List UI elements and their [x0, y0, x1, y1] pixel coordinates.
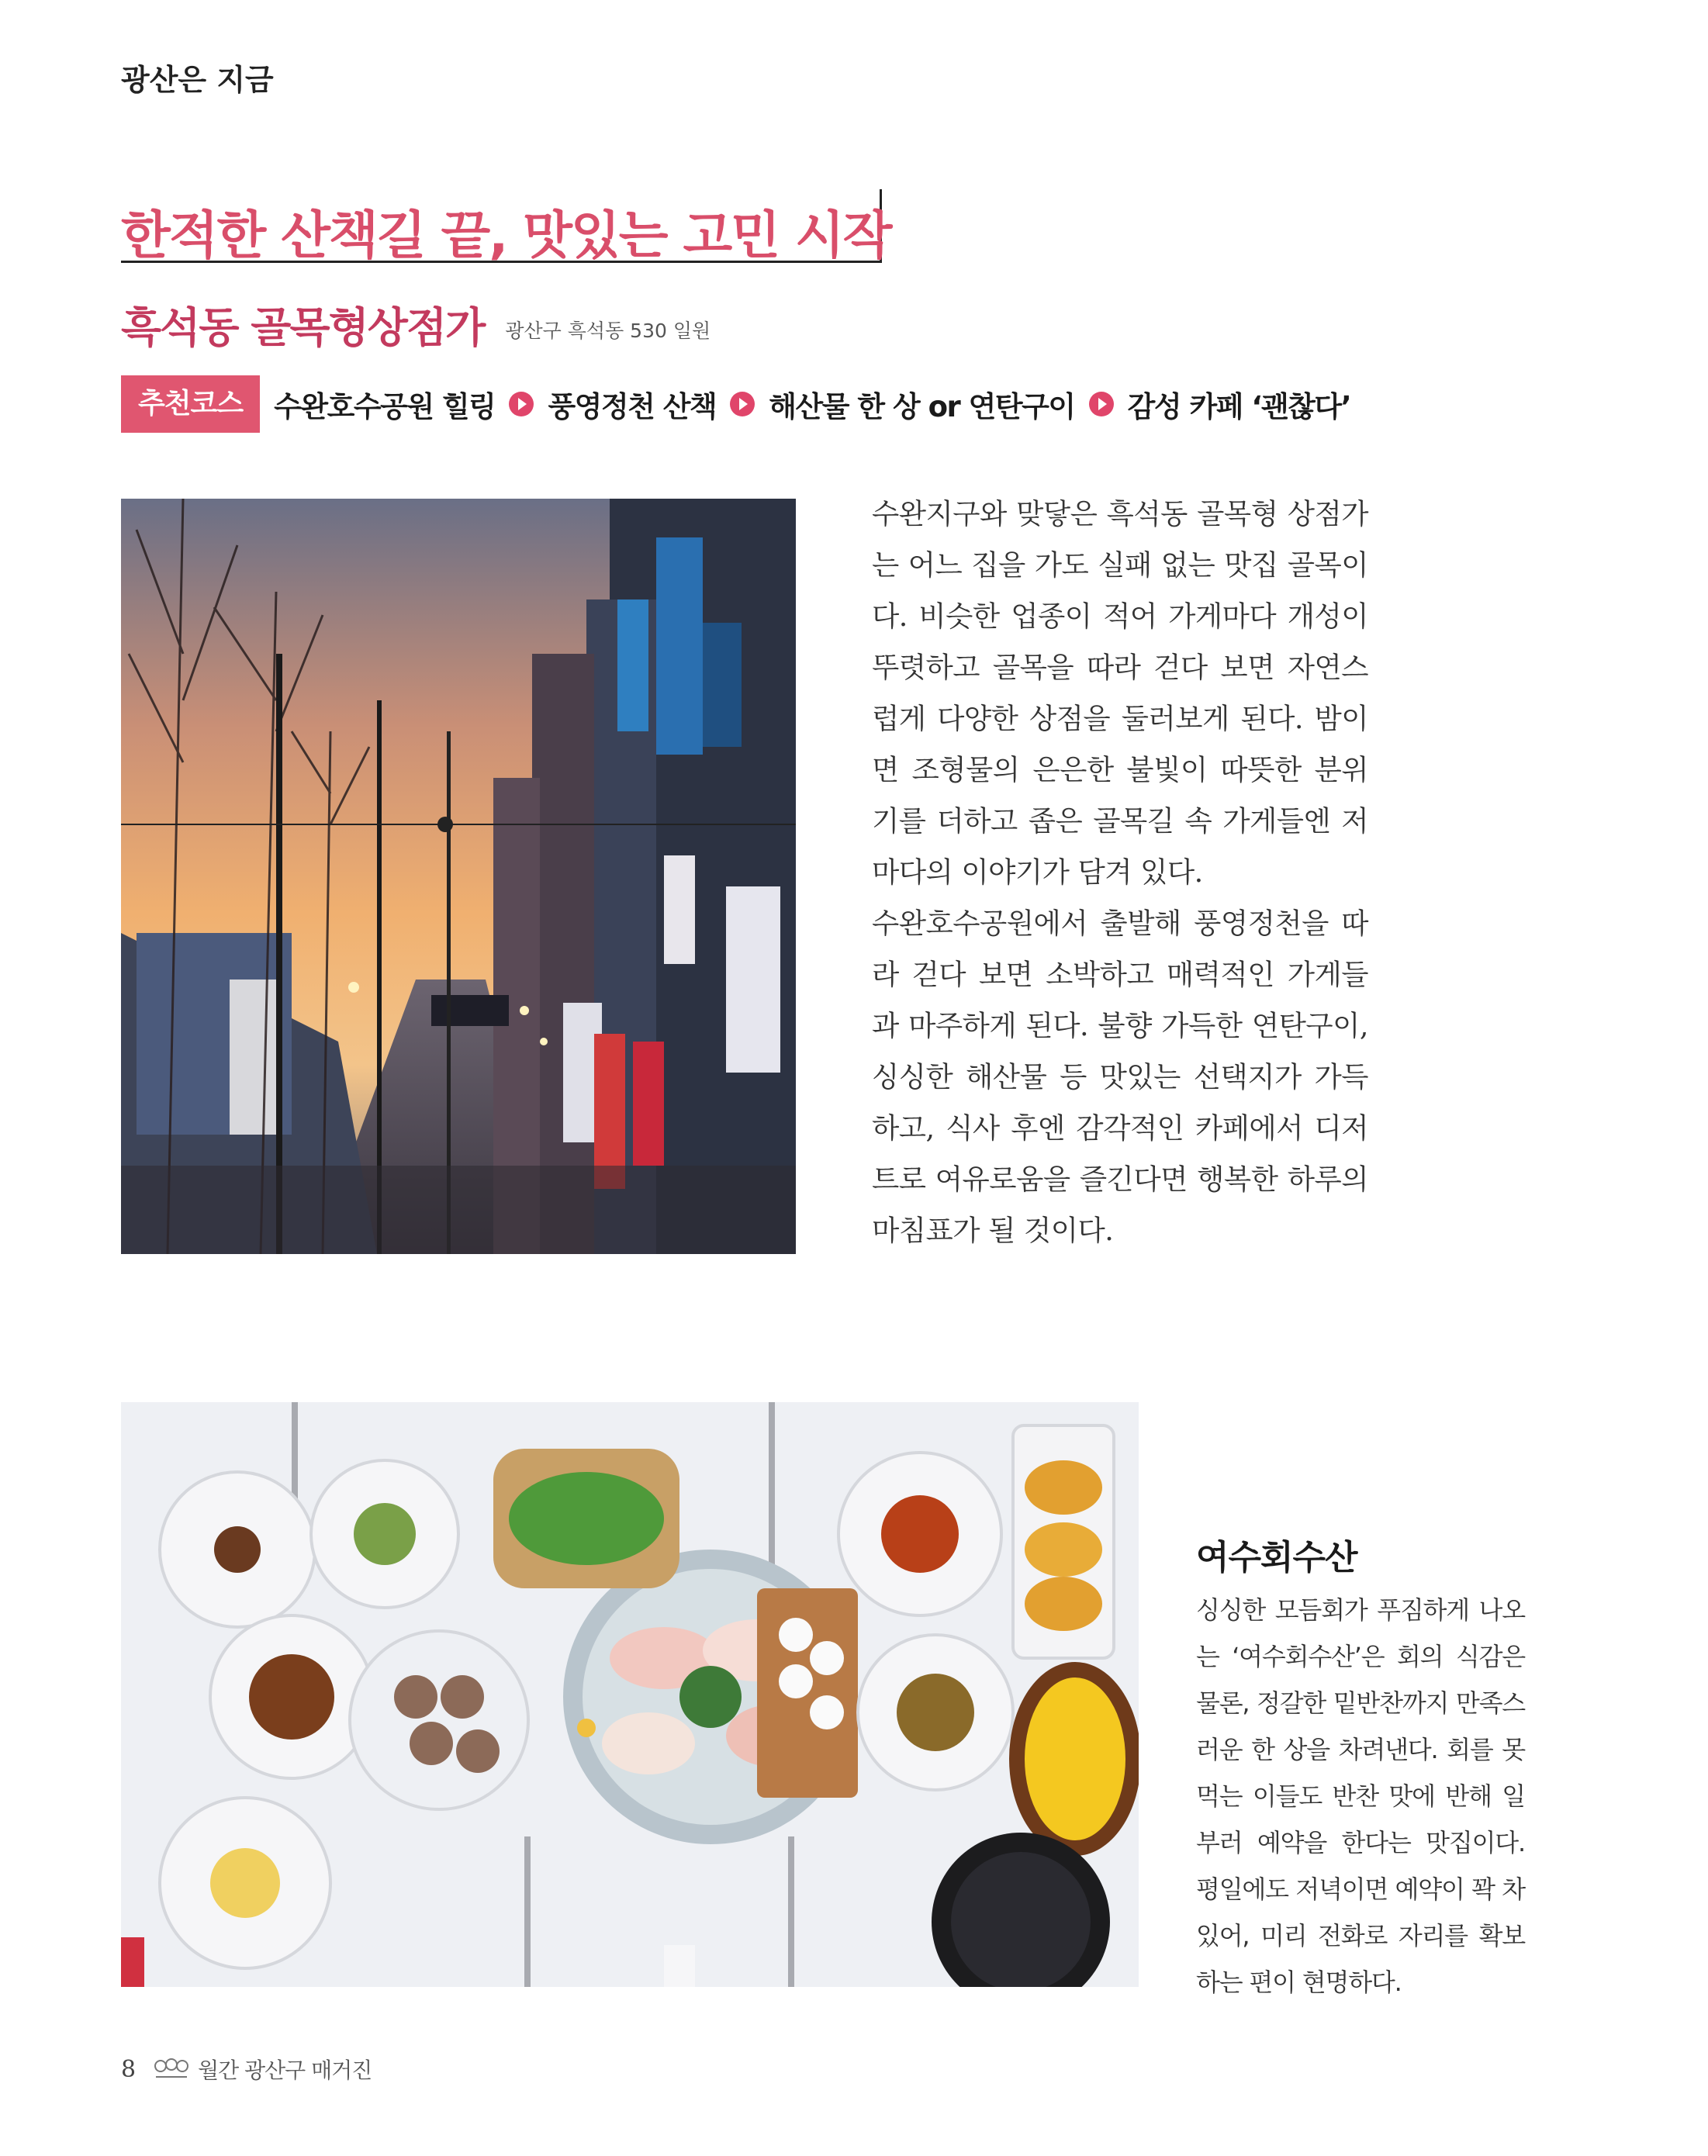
course-tag: 추천코스: [121, 375, 260, 433]
article-paragraph-1: 수완지구와 맞닿은 흑석동 골목형 상점가는 어느 집을 가도 실패 없는 맛집 골목이다. 비슷한 업종이 적어 가게마다 개성이 뚜렷하고 골목을 따라 걷다 보면 자연스럽게 다양한 상점을 둘러보게 된다. 밤이면 조형물의 은은한 불빛이 따뜻한 분위기를 더하고 좁은 골목길 속 가게들엔 저마다의 이야기가 담겨 있다.: [872, 497, 1368, 889]
place-name: 흑석동 골목형상점가: [121, 303, 485, 352]
arrow-right-icon: [730, 392, 755, 416]
street-photo: [121, 499, 796, 1254]
magazine-name: 월간 광산구 매거진: [198, 2058, 372, 2083]
place-address: 광산구 흑석동 530 일원: [505, 320, 711, 342]
magazine-logo-icon: [153, 2057, 190, 2082]
restaurant-name: 여수회수산: [1196, 1538, 1357, 1577]
restaurant-description: 싱싱한 모듬회가 푸짐하게 나오는 ‘여수회수산’은 회의 식감은 물론, 정갈한 밑반찬까지 만족스러운 한 상을 차려낸다. 회를 못 먹는 이들도 반찬 맛에 반해 일부러 예약을 한다는 맛집이다. 평일에도 저녁이면 예약이 꽉 차 있어, 미리 전화로 자리를 확보하는 편이 현명하다.: [1196, 1595, 1525, 1997]
page-footer: [121, 2054, 372, 2085]
course-step-1: 수완호수공원 힐링: [274, 390, 496, 423]
page-title: 한적한 산책길 끝, 맛있는 고민 시작: [121, 206, 891, 265]
headline-frame: [121, 189, 891, 265]
arrow-right-icon: [509, 392, 534, 416]
page-number: 8: [121, 2055, 137, 2083]
article-paragraph-2: 수완호수공원에서 출발해 풍영정천을 따라 걷다 보면 소박하고 매력적인 가게들과 마주하게 된다. 불향 가득한 연탄구이, 싱싱한 해산물 등 맛있는 선택지가 가득하고, 식사 후엔 감각적인 카페에서 디저트로 여유로움을 즐긴다면 행복한 하루의 마침표가 될 것이다.: [872, 907, 1368, 1247]
course-step-2: 풍영정천 산책: [548, 390, 717, 423]
place-heading: [121, 295, 711, 354]
section-label: 광산은 지금: [121, 63, 274, 97]
arrow-right-icon: [1089, 392, 1114, 416]
course-step-4: 감성 카페 ‘괜찮다’: [1127, 390, 1351, 423]
course-step-3: 해산물 한 상 or 연탄구이: [769, 390, 1075, 423]
food-photo: [121, 1402, 1139, 1987]
article-body: [872, 489, 1368, 1256]
recommended-course: [121, 375, 1350, 433]
